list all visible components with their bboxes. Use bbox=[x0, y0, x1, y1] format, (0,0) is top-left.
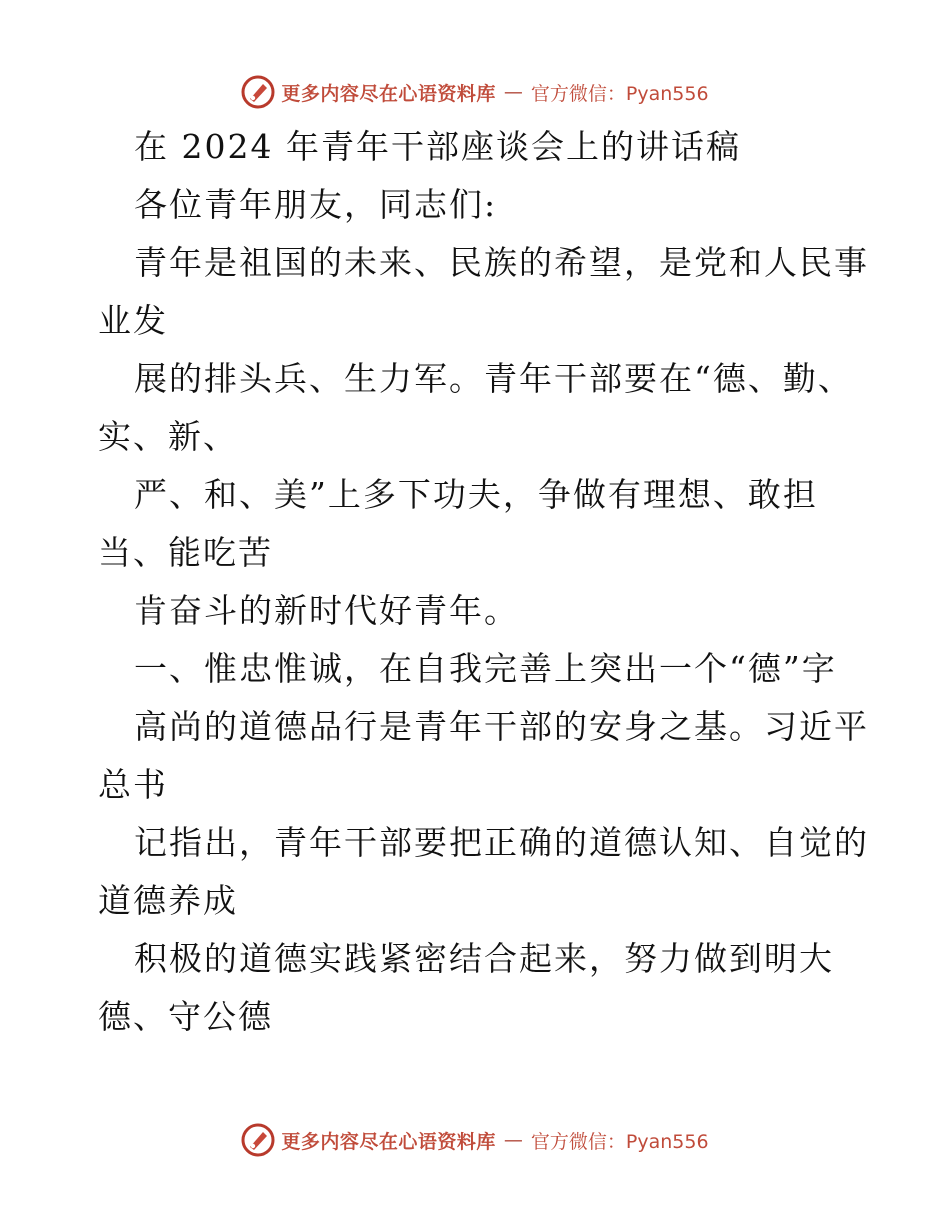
document-line: 展的排头兵、生力军。青年干部要在“德、勤、 bbox=[134, 359, 853, 398]
header-banner bbox=[0, 70, 950, 114]
header-banner-inner bbox=[241, 75, 708, 109]
document-line: 严、和、美”上多下功夫，争做有理想、敢担 bbox=[134, 475, 818, 514]
footer-banner-dash: — bbox=[503, 1129, 523, 1151]
footer-banner-wechat: 官方微信：Pyan556 bbox=[530, 1130, 709, 1153]
pen-nib-logo-icon bbox=[241, 1123, 275, 1157]
document-line: 青年是祖国的未来、民族的希望，是党和人民事 bbox=[134, 243, 869, 282]
pen-nib-logo-icon bbox=[241, 75, 275, 109]
document-line: 积极的道德实践紧密结合起来，努力做到明大 bbox=[134, 939, 834, 978]
header-banner-dash: — bbox=[503, 81, 523, 103]
document-line: 肯奋斗的新时代好青年。 bbox=[134, 591, 519, 630]
document-title: 在 2024 年青年干部座谈会上的讲话稿 bbox=[134, 127, 741, 166]
document-line: 各位青年朋友，同志们: bbox=[134, 185, 498, 224]
header-banner-wechat: 官方微信：Pyan556 bbox=[530, 82, 709, 105]
document-line: 道德养成 bbox=[98, 881, 238, 920]
document-body bbox=[98, 118, 868, 1046]
document-line: 高尚的道德品行是青年干部的安身之基。习近平 bbox=[134, 707, 869, 746]
footer-banner-text: 更多内容尽在心语资料库 bbox=[281, 1130, 496, 1153]
document-line: 总书 bbox=[98, 765, 168, 804]
document-line: 记指出，青年干部要把正确的道德认知、自觉的 bbox=[134, 823, 869, 862]
document-line: 德、守公德 bbox=[98, 997, 273, 1036]
footer-banner bbox=[0, 1118, 950, 1162]
document-line: 实、新、 bbox=[98, 417, 238, 456]
footer-banner-inner bbox=[241, 1123, 708, 1157]
header-banner-text: 更多内容尽在心语资料库 bbox=[281, 82, 496, 105]
section-heading: 一、惟忠惟诚，在自我完善上突出一个“德”字 bbox=[134, 649, 837, 688]
document-line: 当、能吃苦 bbox=[98, 533, 273, 572]
document-line: 业发 bbox=[98, 301, 168, 340]
